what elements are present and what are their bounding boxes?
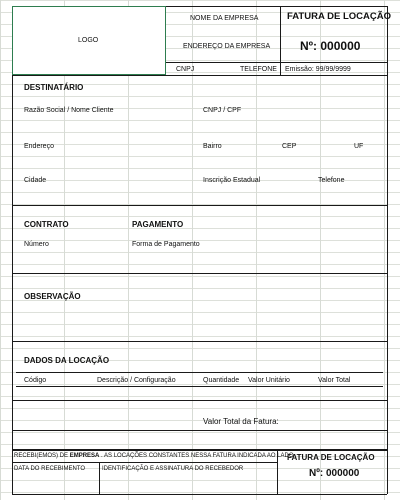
payment-method-label: Forma de Pagamento	[132, 241, 200, 248]
rental-col-description: Descrição / Configuração	[97, 377, 176, 384]
receipt-date-label: DATA DO RECEBIMENTO	[14, 466, 86, 472]
main-left-border	[12, 75, 13, 450]
receipt-top-border	[12, 449, 387, 450]
main-bottom-border	[12, 450, 387, 451]
receipt-bottom-border	[12, 494, 387, 495]
contract-title: CONTRATO	[24, 220, 69, 229]
main-top-border	[12, 75, 387, 76]
receipt-company: EMPRESA	[69, 453, 100, 459]
recipient-address: Endereço	[24, 143, 54, 150]
receipt-signature-label: IDENTIFICAÇÃO E ASSINATURA DO RECEBEDOR	[102, 466, 244, 472]
receipt-invoice-number: Nº: 000000	[309, 468, 360, 479]
rental-title: DADOS DA LOCAÇÃO	[24, 356, 110, 365]
main-right-border	[387, 75, 388, 450]
receipt-invoice-title: FATURA DE LOCAÇÃO	[287, 453, 375, 462]
recipient-phone: Telefone	[318, 177, 345, 184]
header-top-border	[166, 6, 387, 7]
rental-col-total-value: Valor Total	[318, 377, 351, 384]
contract-bottom-border	[12, 273, 387, 274]
company-name: NOME DA EMPRESA	[190, 15, 259, 22]
header-sub-divider	[166, 62, 387, 63]
notes-title: OBSERVAÇÃO	[24, 292, 81, 301]
recipient-city: Cidade	[24, 177, 47, 184]
recipient-state: UF	[354, 143, 364, 150]
invoice-number: Nº: 000000	[300, 39, 361, 53]
invoice-total-label: Valor Total da Fatura:	[203, 417, 279, 426]
recipient-company: Razão Social / Nome Cliente	[24, 107, 114, 114]
receipt-statement	[14, 453, 294, 459]
company-cnpj: CNPJ	[176, 66, 195, 73]
receipt-date-divider	[99, 462, 100, 494]
rental-header-top	[16, 372, 383, 373]
recipient-cnpj-cpf: CNPJ / CPF	[203, 107, 242, 114]
header-divider	[280, 6, 281, 75]
receipt-row-divider	[12, 462, 277, 463]
rental-col-code: Código	[24, 377, 47, 384]
company-address: ENDEREÇO DA EMPRESA	[183, 43, 271, 50]
recipient-state-registration: Inscrição Estadual	[203, 177, 261, 184]
contract-number-label: Número	[24, 241, 49, 248]
logo-placeholder: LOGO	[78, 37, 99, 44]
total-bottom-border	[12, 430, 387, 431]
rental-col-quantity: Quantidade	[203, 377, 240, 384]
receipt-left-border	[12, 449, 13, 494]
receipt-statement-suffix: . AS LOCAÇÕES CONSTANTES NESSA FATURA INDICADA AO LADO	[99, 453, 294, 459]
payment-title: PAGAMENTO	[132, 220, 184, 229]
company-phone: TELEFONE	[240, 66, 277, 73]
recipient-title: DESTINATÁRIO	[24, 83, 84, 92]
receipt-statement-prefix: RECEBI(EMOS) DE	[14, 453, 70, 459]
rental-bottom-border	[12, 400, 387, 401]
notes-bottom-border	[12, 341, 387, 342]
receipt-right-border	[387, 449, 388, 494]
rental-header-bottom	[16, 386, 383, 387]
issue-date: Emissão: 99/99/9999	[285, 66, 351, 73]
recipient-zip: CEP	[282, 143, 297, 150]
recipient-bottom-border	[12, 205, 387, 206]
recipient-district: Bairro	[203, 143, 222, 150]
rental-col-unit-value: Valor Unitário	[248, 377, 290, 384]
invoice-title: FATURA DE LOCAÇÃO	[287, 11, 391, 22]
